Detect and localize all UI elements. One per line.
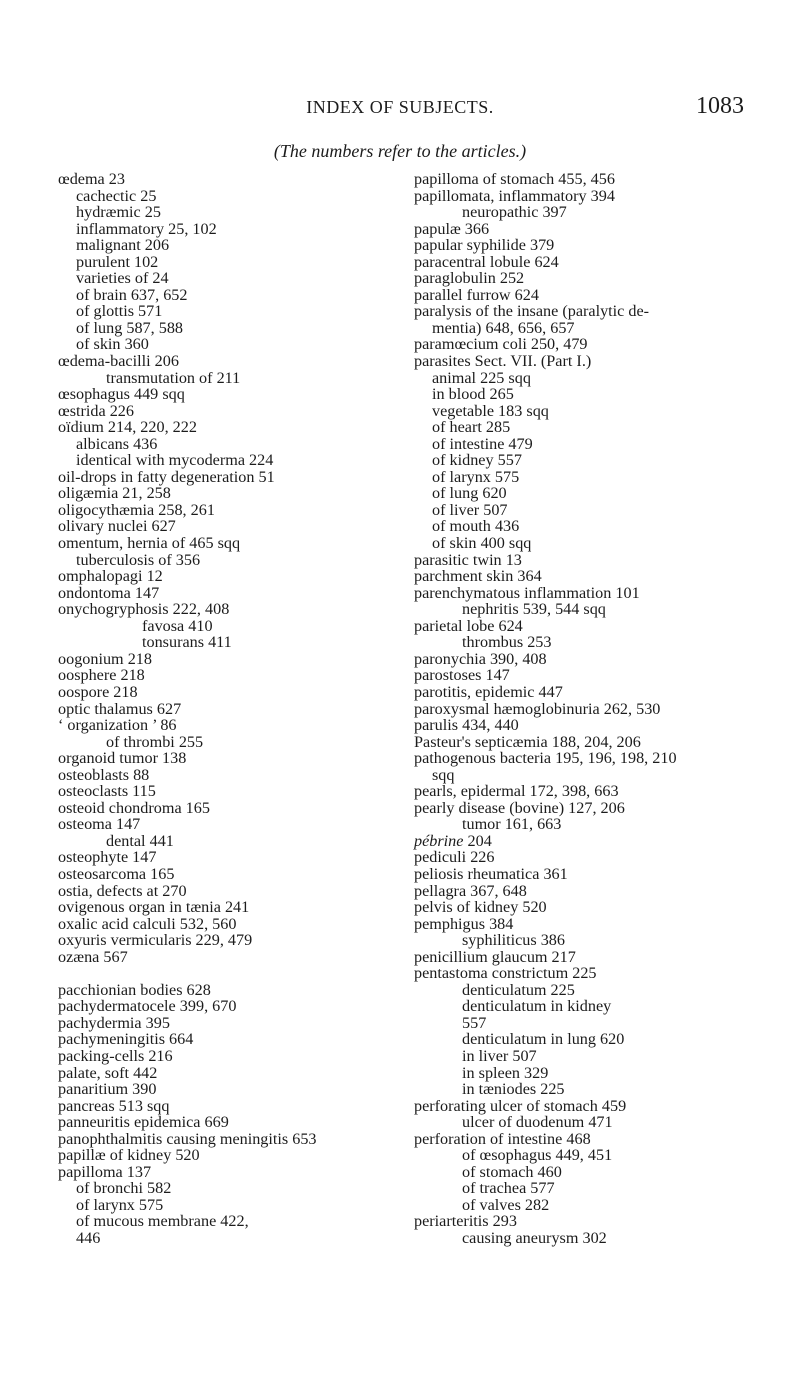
index-entry: pacchionian bodies 628 — [58, 980, 211, 999]
index-entry: parallel furrow 624 — [414, 285, 539, 304]
index-entry: malignant 206 — [76, 236, 170, 255]
index-entry: pathogenous bacteria 195, 196, 198, 210 — [414, 749, 677, 768]
index-entry: parchment skin 364 — [414, 567, 542, 586]
index-entry: identical with mycoderma 224 — [76, 451, 274, 470]
index-entry: periarteritis 293 — [414, 1212, 517, 1231]
index-entry: osteoid chondroma 165 — [58, 798, 210, 817]
index-entry: vegetable 183 sqq — [432, 401, 549, 420]
index-entry: denticulatum in kidney — [462, 997, 612, 1016]
index-entry: oligocythæmia 258, 261 — [58, 500, 215, 519]
index-entry: pemphigus 384 — [414, 914, 514, 933]
index-entry: pellagra 367, 648 — [414, 881, 527, 900]
index-entry: panaritium 390 — [58, 1080, 157, 1099]
index-entry: papillomata, inflammatory 394 — [414, 186, 615, 205]
index-entry: osteoma 147 — [58, 815, 141, 834]
index-entry: papillæ of kidney 520 — [58, 1146, 200, 1165]
index-entry: osteosarcoma 165 — [58, 864, 175, 883]
index-entry: mentia) 648, 656, 657 — [432, 318, 575, 337]
page-subtitle: (The numbers refer to the articles.) — [273, 141, 527, 161]
index-entry: pancreas 513 sqq — [58, 1096, 170, 1115]
index-entry: parostoses 147 — [414, 666, 510, 685]
index-entry: of bronchi 582 — [76, 1179, 172, 1198]
right-column — [414, 171, 754, 1247]
index-entry: œsophagus 449 sqq — [58, 385, 185, 404]
index-entry: hydræmic 25 — [76, 203, 161, 222]
index-entry: ovigenous organ in tænia 241 — [58, 898, 250, 917]
index-entry: of œsophagus 449, 451 — [462, 1146, 613, 1165]
index-entry — [58, 965, 388, 982]
index-entry: 446 — [76, 1229, 101, 1247]
index-entry: of heart 285 — [432, 418, 511, 437]
index-entry: in spleen 329 — [462, 1063, 549, 1082]
index-entry: of stomach 460 — [462, 1162, 562, 1181]
index-entry: ondontoma 147 — [58, 583, 160, 602]
index-entry: pearly disease (bovine) 127, 206 — [414, 798, 625, 817]
index-entry: of brain 637, 652 — [76, 285, 188, 304]
index-entry: oxyuris vermicularis 229, 479 — [58, 931, 253, 950]
index-entry: oligæmia 21, 258 — [58, 484, 171, 503]
index-entry: denticulatum in lung 620 — [462, 1030, 625, 1049]
index-entry: omphalopagi 12 — [58, 567, 163, 586]
index-entry: organoid tumor 138 — [58, 749, 187, 768]
index-entry: in liver 507 — [462, 1046, 537, 1065]
index-entry: neuropathic 397 — [462, 203, 567, 222]
index-entry: panneuritis epidemica 669 — [58, 1113, 229, 1132]
index-entry: paracentral lobule 624 — [414, 252, 559, 271]
index-entry: parulis 434, 440 — [414, 716, 519, 735]
index-entry: palate, soft 442 — [58, 1063, 158, 1082]
index-entry: albicans 436 — [76, 434, 158, 453]
index-entry: pentastoma constrictum 225 — [414, 964, 597, 983]
index-entry: parasitic twin 13 — [414, 550, 522, 569]
index-entry: perforating ulcer of stomach 459 — [414, 1096, 627, 1115]
index-entry: pearls, epidermal 172, 398, 663 — [414, 782, 619, 801]
index-entry: papilloma of stomach 455, 456 — [414, 170, 615, 188]
index-entry: perforation of intestine 468 — [414, 1129, 591, 1148]
index-entry: of skin 400 sqq — [432, 534, 532, 553]
index-entry: pelvis of kidney 520 — [414, 898, 547, 917]
index-entry: pachydermatocele 399, 670 — [58, 997, 237, 1016]
index-entry: panophthalmitis causing meningitis 653 — [58, 1129, 317, 1148]
index-entry: Pasteur's septicæmia 188, 204, 206 — [414, 732, 641, 751]
page-number: 1083 — [696, 93, 744, 119]
index-entry: syphiliticus 386 — [462, 931, 565, 950]
index-entry: of thrombi 255 — [106, 732, 204, 751]
index-entry: of intestine 479 — [432, 434, 533, 453]
index-entry: paralysis of the insane (paralytic de- — [414, 302, 650, 321]
index-entry: parenchymatous inflammation 101 — [414, 583, 640, 602]
index-entry: olivary nuclei 627 — [58, 517, 176, 536]
index-entry: 557 — [462, 1013, 487, 1032]
index-entry: osteoblasts 88 — [58, 765, 150, 784]
index-entry: pachydermia 395 — [58, 1013, 170, 1032]
index-entry: oospore 218 — [58, 682, 138, 701]
index-entry: cachectic 25 — [76, 186, 157, 205]
index-entry: of valves 282 — [462, 1195, 550, 1214]
index-entry: penicillium glaucum 217 — [414, 947, 576, 966]
index-entry: nephritis 539, 544 sqq — [462, 600, 606, 619]
index-entry: favosa 410 — [142, 616, 213, 635]
index-entry: packing-cells 216 — [58, 1046, 173, 1065]
index-entry: omentum, hernia of 465 sqq — [58, 534, 241, 553]
left-column — [58, 171, 388, 1247]
index-entry: of mouth 436 — [432, 517, 520, 536]
index-entry: œdema-bacilli 206 — [58, 352, 179, 371]
index-entry: varieties of 24 — [76, 269, 169, 288]
index-entry: dental 441 — [106, 831, 174, 850]
index-entry: osteophyte 147 — [58, 848, 157, 867]
index-entry: œstrida 226 — [58, 401, 134, 420]
index-entry: of kidney 557 — [432, 451, 522, 470]
index-entry: animal 225 sqq — [432, 368, 531, 387]
index-entry: denticulatum 225 — [462, 980, 575, 999]
index-entry: of larynx 575 — [76, 1195, 164, 1214]
index-entry: papilloma 137 — [58, 1162, 152, 1181]
index-entry: papular syphilide 379 — [414, 236, 555, 255]
index-entry: oogonium 218 — [58, 649, 152, 668]
index-entry: pébrine 204 — [414, 831, 492, 850]
index-entry: purulent 102 — [76, 252, 159, 271]
index-entry: ozæna 567 — [58, 947, 128, 966]
index-entry: of skin 360 — [76, 335, 149, 354]
index-entry: oosphere 218 — [58, 666, 145, 685]
index-entry: pediculi 226 — [414, 848, 495, 867]
index-entry: sqq — [432, 765, 455, 784]
page-title: INDEX OF SUBJECTS. — [306, 97, 494, 117]
index-entry: parietal lobe 624 — [414, 616, 523, 635]
index-entry: optic thalamus 627 — [58, 699, 182, 718]
index-entry: causing aneurysm 302 — [462, 1229, 607, 1247]
index-entry: onychogryphosis 222, 408 — [58, 600, 230, 619]
index-entry: oil-drops in fatty degeneration 51 — [58, 467, 275, 486]
index-entry: of liver 507 — [432, 500, 508, 519]
index-entry: oïdium 214, 220, 222 — [58, 418, 197, 437]
index-entry: paroxysmal hæmoglobinuria 262, 530 — [414, 699, 661, 718]
index-entry: thrombus 253 — [462, 633, 552, 652]
index-entry: of larynx 575 — [432, 467, 520, 486]
index-entry: ‘ organization ’ 86 — [58, 716, 177, 735]
index-entry: ostia, defects at 270 — [58, 881, 187, 900]
index-entry: in tæniodes 225 — [462, 1080, 565, 1099]
index-entry: of mucous membrane 422, — [76, 1212, 249, 1231]
index-entry: transmutation of 211 — [106, 368, 241, 387]
index-entry: of lung 587, 588 — [76, 318, 184, 337]
index-entry: paronychia 390, 408 — [414, 649, 547, 668]
index-entry: of trachea 577 — [462, 1179, 555, 1198]
index-entry: œdema 23 — [58, 170, 125, 188]
index-entry: parasites Sect. VII. (Part I.) — [414, 352, 592, 371]
index-entry: oxalic acid calculi 532, 560 — [58, 914, 237, 933]
index-entry: tonsurans 411 — [142, 633, 232, 652]
index-entry: in blood 265 — [432, 385, 514, 404]
index-entry: papulæ 366 — [414, 219, 490, 238]
page-header — [0, 93, 800, 133]
index-entry: parotitis, epidemic 447 — [414, 682, 563, 701]
index-entry: tuberculosis of 356 — [76, 550, 201, 569]
index-entry: paraglobulin 252 — [414, 269, 525, 288]
index-entry: inflammatory 25, 102 — [76, 219, 217, 238]
index-entry: osteoclasts 115 — [58, 782, 156, 801]
index-entry: ulcer of duodenum 471 — [462, 1113, 613, 1132]
index-entry: of lung 620 — [432, 484, 507, 503]
index-entry: of glottis 571 — [76, 302, 163, 321]
index-entry: pachymeningitis 664 — [58, 1030, 194, 1049]
index-entry: paramœcium coli 250, 479 — [414, 335, 588, 354]
index-entry: tumor 161, 663 — [462, 815, 562, 834]
index-entry: peliosis rheumatica 361 — [414, 864, 568, 883]
